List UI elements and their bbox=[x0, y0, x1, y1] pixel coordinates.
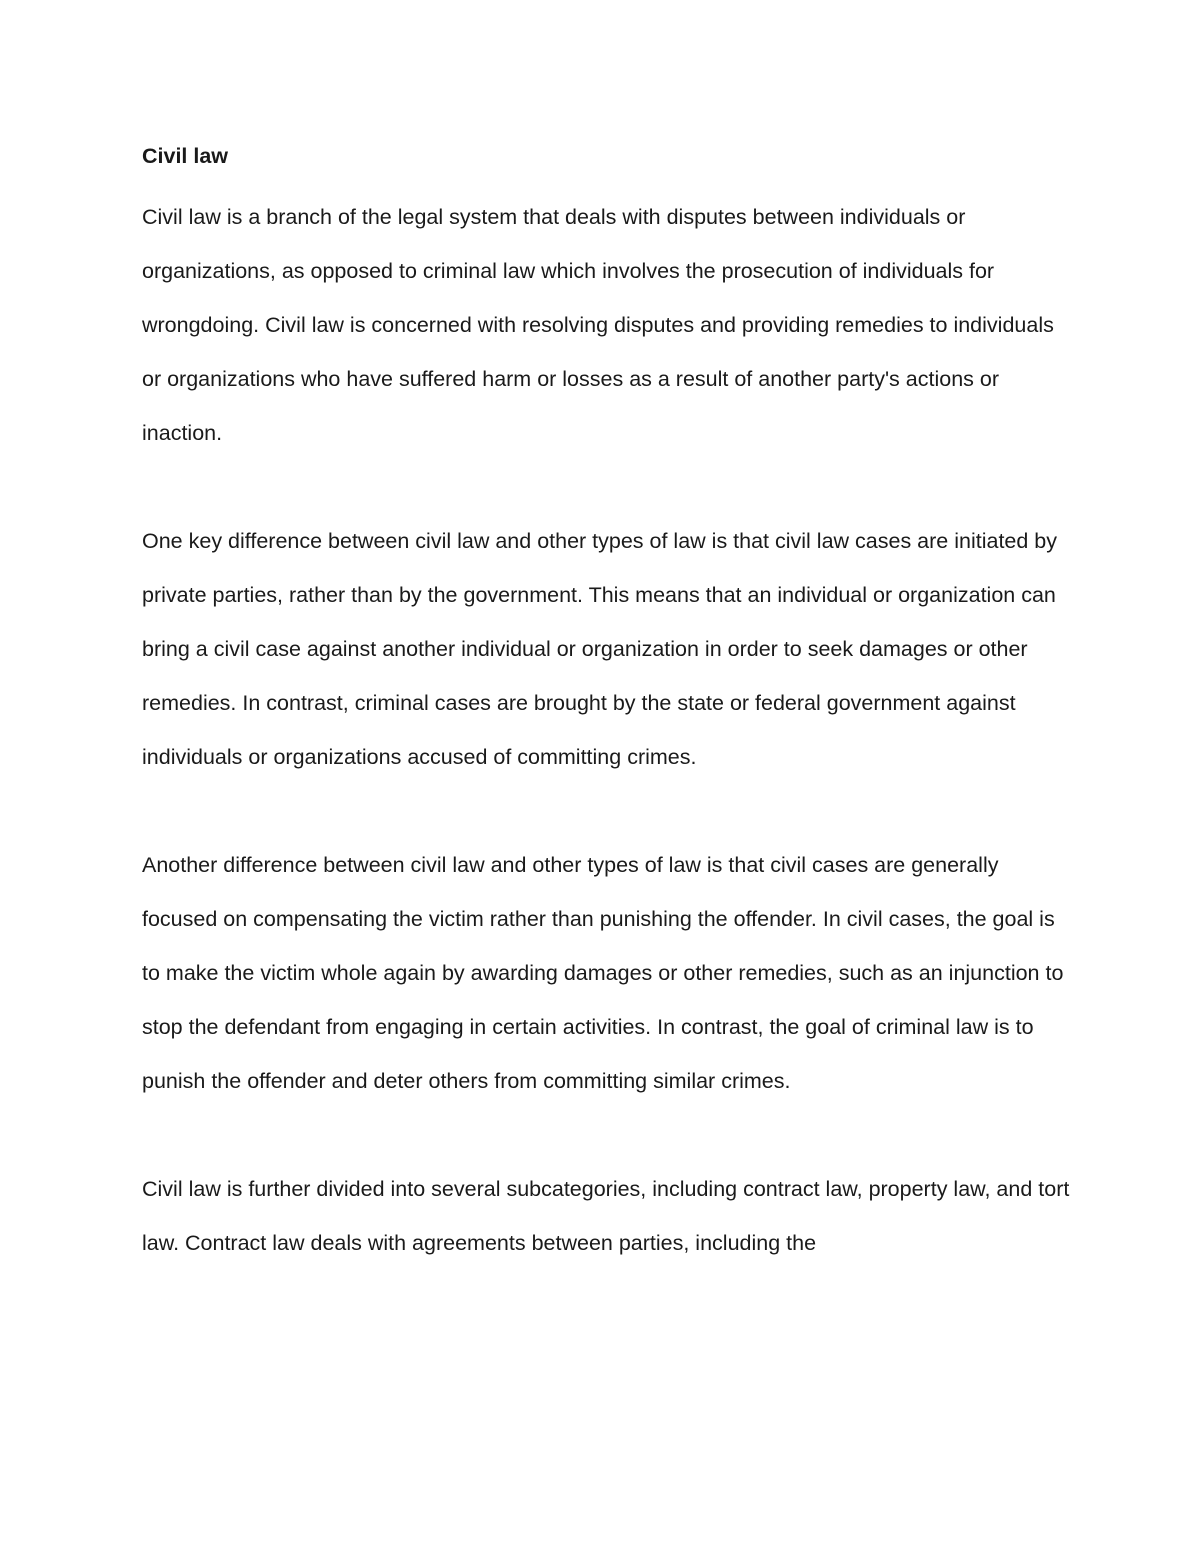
paragraph-4: Civil law is further divided into several subcategories, including contract law, property law, and tort law. Contract law deals with agreements between parties, including the bbox=[142, 1177, 1070, 1255]
paragraph-3: Another difference between civil law and other types of law is that civil cases are generally focused on compensating the victim rather than punishing the offender. In civil cases, the goal is to make the victim whole again by awarding damages or other remedies, such as an injunction to stop the defendant from engaging in certain activities. In contrast, the goal of criminal law is to punish the offender and deter others from committing similar crimes. bbox=[142, 853, 1064, 1093]
document-body bbox=[142, 136, 1072, 1270]
paragraph-2: One key difference between civil law and other types of law is that civil law cases are initiated by private parties, rather than by the government. This means that an individual or organization can bring a civil case against another individual or organization in order to seek damages or other remedies. In contrast, criminal cases are brought by the state or federal government against individuals or organizations accused of committing crimes. bbox=[142, 529, 1058, 769]
paragraph-1: Civil law is a branch of the legal system that deals with disputes between individuals or organizations, as opposed to criminal law which involves the prosecution of individuals for wrongdoing. Civil law is concerned with resolving disputes and providing remedies to individuals or organizations who have suffered harm or losses as a result of another party's actions or inaction. bbox=[142, 205, 1054, 445]
document-title: Civil law bbox=[142, 144, 229, 168]
